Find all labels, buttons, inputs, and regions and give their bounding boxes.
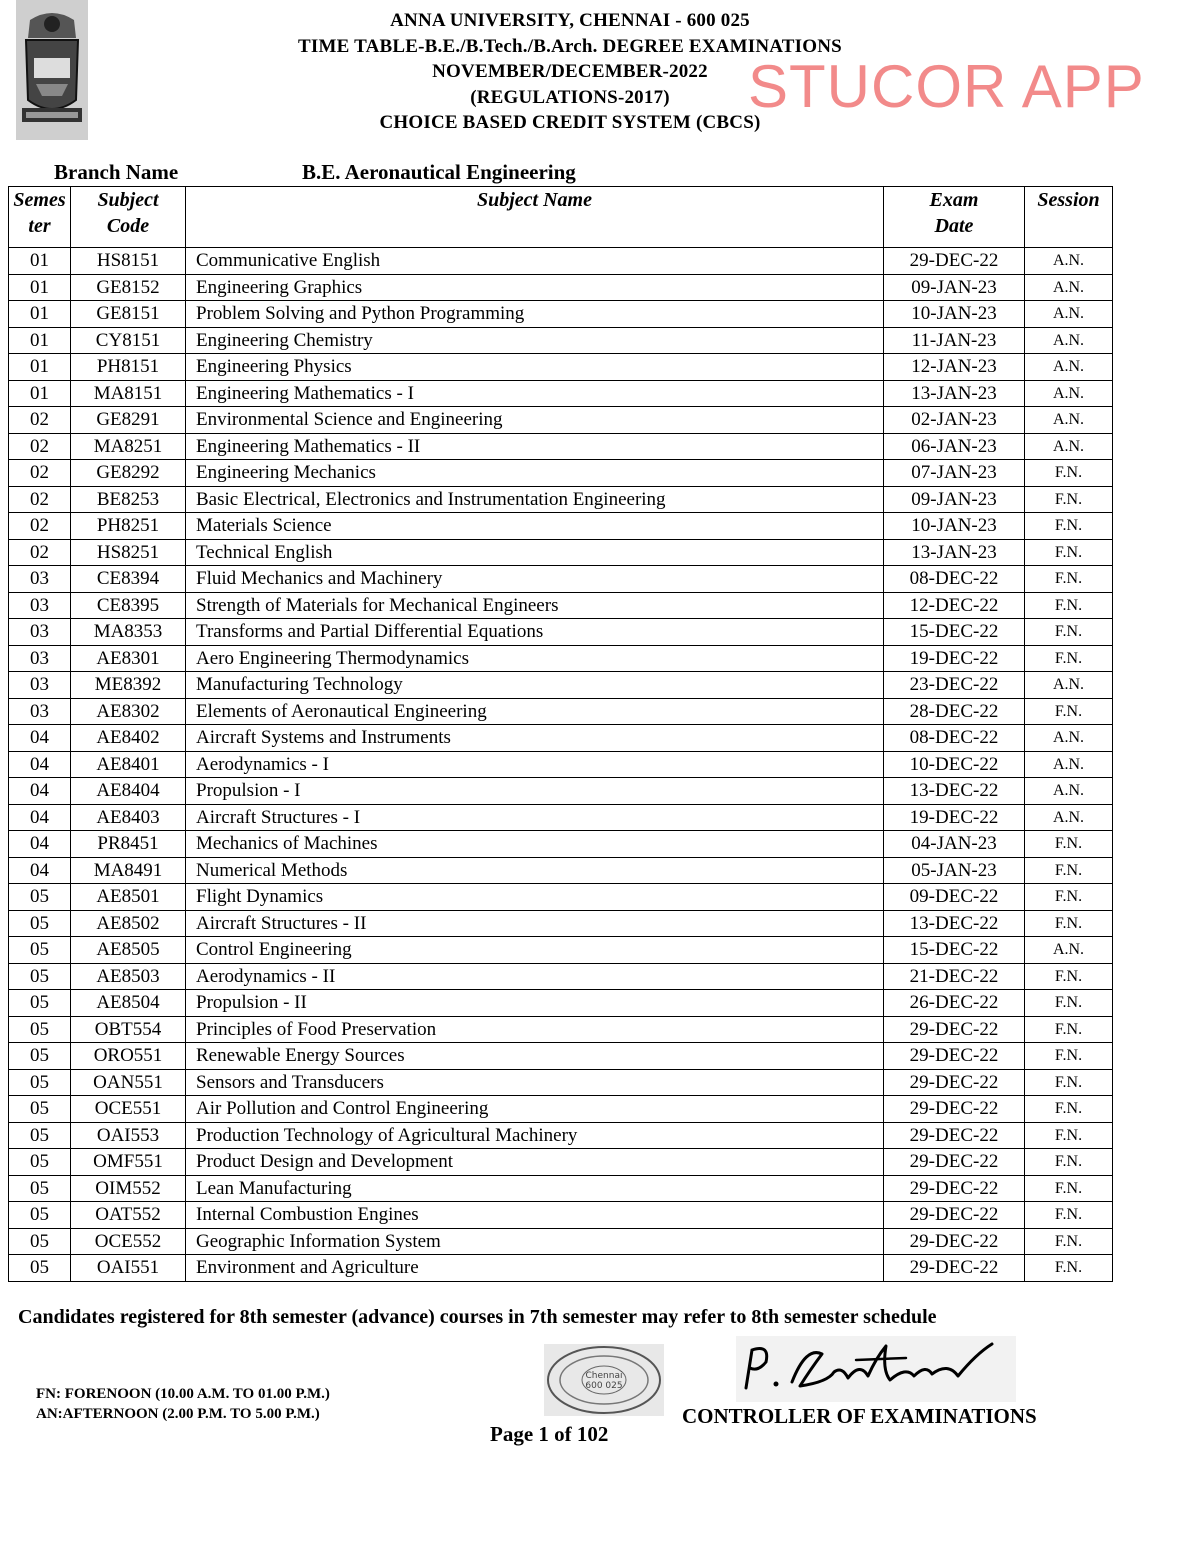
cell-exam-date: 09-JAN-23 <box>884 486 1025 513</box>
cell-subject-name: Control Engineering <box>186 937 884 964</box>
table-row <box>9 513 1113 540</box>
cell-semester: 01 <box>9 301 71 328</box>
cell-subject-code: MA8151 <box>71 380 186 407</box>
cell-session: A.N. <box>1025 433 1113 460</box>
cell-session: F.N. <box>1025 884 1113 911</box>
table-row <box>9 645 1113 672</box>
table-row <box>9 725 1113 752</box>
regulations: (REGULATIONS-2017) <box>470 87 670 108</box>
cell-semester: 05 <box>9 1096 71 1123</box>
header-subject-name: Subject Name <box>186 187 884 248</box>
cell-exam-date: 29-DEC-22 <box>884 1096 1025 1123</box>
cell-exam-date: 09-JAN-23 <box>884 274 1025 301</box>
table-row <box>9 327 1113 354</box>
table-row <box>9 1175 1113 1202</box>
cell-semester: 05 <box>9 1043 71 1070</box>
cell-exam-date: 28-DEC-22 <box>884 698 1025 725</box>
header-subject-code: Subject Code <box>71 187 186 248</box>
cell-semester: 04 <box>9 778 71 805</box>
cell-exam-date: 26-DEC-22 <box>884 990 1025 1017</box>
cell-exam-date: 13-DEC-22 <box>884 778 1025 805</box>
cell-exam-date: 07-JAN-23 <box>884 460 1025 487</box>
table-row <box>9 1202 1113 1229</box>
cell-subject-name: Engineering Mathematics - II <box>186 433 884 460</box>
controller-title: CONTROLLER OF EXAMINATIONS <box>682 1404 1037 1428</box>
cell-exam-date: 29-DEC-22 <box>884 1202 1025 1229</box>
cell-semester: 03 <box>9 645 71 672</box>
cell-subject-name: Strength of Materials for Mechanical Engineers <box>186 592 884 619</box>
cell-subject-name: Internal Combustion Engines <box>186 1202 884 1229</box>
cell-exam-date: 19-DEC-22 <box>884 645 1025 672</box>
cell-session: F.N. <box>1025 513 1113 540</box>
cell-exam-date: 02-JAN-23 <box>884 407 1025 434</box>
cell-subject-code: OCE551 <box>71 1096 186 1123</box>
cell-subject-code: ORO551 <box>71 1043 186 1070</box>
cell-exam-date: 23-DEC-22 <box>884 672 1025 699</box>
cell-semester: 03 <box>9 592 71 619</box>
cell-exam-date: 12-DEC-22 <box>884 592 1025 619</box>
cell-session: A.N. <box>1025 804 1113 831</box>
cell-subject-name: Geographic Information System <box>186 1228 884 1255</box>
cell-subject-code: MA8491 <box>71 857 186 884</box>
cell-semester: 05 <box>9 1122 71 1149</box>
cell-semester: 04 <box>9 725 71 752</box>
cell-semester: 05 <box>9 1069 71 1096</box>
cell-semester: 02 <box>9 407 71 434</box>
cell-exam-date: 10-JAN-23 <box>884 301 1025 328</box>
cell-subject-code: OIM552 <box>71 1175 186 1202</box>
table-row <box>9 1122 1113 1149</box>
university-name: ANNA UNIVERSITY, CHENNAI - 600 025 <box>390 10 750 31</box>
cell-semester: 03 <box>9 619 71 646</box>
cell-exam-date: 05-JAN-23 <box>884 857 1025 884</box>
cell-subject-name: Aerodynamics - I <box>186 751 884 778</box>
cell-session: A.N. <box>1025 751 1113 778</box>
cell-session: A.N. <box>1025 380 1113 407</box>
anna-university-logo <box>16 0 88 140</box>
cell-session: A.N. <box>1025 725 1113 752</box>
cell-session: F.N. <box>1025 1016 1113 1043</box>
cell-subject-name: Lean Manufacturing <box>186 1175 884 1202</box>
cell-semester: 05 <box>9 1228 71 1255</box>
cell-exam-date: 10-DEC-22 <box>884 751 1025 778</box>
header-semester: Semes ter <box>9 187 71 248</box>
credit-system: CHOICE BASED CREDIT SYSTEM (CBCS) <box>379 112 761 133</box>
cell-semester: 02 <box>9 486 71 513</box>
cell-subject-name: Sensors and Transducers <box>186 1069 884 1096</box>
cell-session: F.N. <box>1025 566 1113 593</box>
cell-subject-name: Propulsion - II <box>186 990 884 1017</box>
cell-subject-code: OAT552 <box>71 1202 186 1229</box>
cell-exam-date: 09-DEC-22 <box>884 884 1025 911</box>
cell-subject-code: AE8505 <box>71 937 186 964</box>
cell-subject-code: AE8302 <box>71 698 186 725</box>
cell-subject-name: Materials Science <box>186 513 884 540</box>
cell-exam-date: 29-DEC-22 <box>884 1122 1025 1149</box>
cell-subject-name: Transforms and Partial Differential Equations <box>186 619 884 646</box>
table-row <box>9 592 1113 619</box>
table-row <box>9 1228 1113 1255</box>
exam-schedule-table <box>8 186 1113 1282</box>
cell-exam-date: 29-DEC-22 <box>884 1043 1025 1070</box>
cell-session: F.N. <box>1025 963 1113 990</box>
table-row <box>9 751 1113 778</box>
cell-subject-code: GE8152 <box>71 274 186 301</box>
table-row <box>9 407 1113 434</box>
cell-subject-name: Principles of Food Preservation <box>186 1016 884 1043</box>
cell-session: F.N. <box>1025 831 1113 858</box>
cell-subject-code: OCE552 <box>71 1228 186 1255</box>
advance-courses-note: Candidates registered for 8th semester (advance) courses in 7th semester may refer to 8th semester schedule <box>18 1306 937 1328</box>
table-row <box>9 354 1113 381</box>
cell-semester: 01 <box>9 380 71 407</box>
cell-semester: 05 <box>9 1255 71 1282</box>
cell-subject-name: Basic Electrical, Electronics and Instrumentation Engineering <box>186 486 884 513</box>
cell-semester: 05 <box>9 910 71 937</box>
table-row <box>9 698 1113 725</box>
cell-subject-name: Communicative English <box>186 248 884 275</box>
cell-semester: 05 <box>9 1149 71 1176</box>
cell-subject-code: AE8401 <box>71 751 186 778</box>
cell-semester: 01 <box>9 248 71 275</box>
header-session: Session <box>1025 187 1113 248</box>
table-row <box>9 460 1113 487</box>
cell-exam-date: 12-JAN-23 <box>884 354 1025 381</box>
cell-session: F.N. <box>1025 1122 1113 1149</box>
cell-subject-name: Mechanics of Machines <box>186 831 884 858</box>
table-row <box>9 274 1113 301</box>
table-row <box>9 433 1113 460</box>
cell-subject-code: AE8501 <box>71 884 186 911</box>
cell-subject-name: Engineering Mechanics <box>186 460 884 487</box>
afternoon-legend: AN:AFTERNOON (2.00 P.M. TO 5.00 P.M.) <box>36 1406 320 1422</box>
table-row <box>9 884 1113 911</box>
cell-session: F.N. <box>1025 1043 1113 1070</box>
cell-semester: 05 <box>9 963 71 990</box>
cell-exam-date: 08-DEC-22 <box>884 566 1025 593</box>
cell-semester: 05 <box>9 884 71 911</box>
cell-exam-date: 29-DEC-22 <box>884 1016 1025 1043</box>
cell-semester: 05 <box>9 937 71 964</box>
cell-session: F.N. <box>1025 592 1113 619</box>
cell-semester: 05 <box>9 990 71 1017</box>
cell-exam-date: 13-JAN-23 <box>884 539 1025 566</box>
cell-subject-name: Production Technology of Agricultural Machinery <box>186 1122 884 1149</box>
cell-session: F.N. <box>1025 645 1113 672</box>
cell-session: A.N. <box>1025 778 1113 805</box>
cell-subject-code: GE8151 <box>71 301 186 328</box>
cell-semester: 04 <box>9 804 71 831</box>
cell-semester: 03 <box>9 698 71 725</box>
cell-exam-date: 06-JAN-23 <box>884 433 1025 460</box>
table-row <box>9 301 1113 328</box>
cell-exam-date: 13-JAN-23 <box>884 380 1025 407</box>
cell-session: F.N. <box>1025 1202 1113 1229</box>
cell-subject-code: AE8301 <box>71 645 186 672</box>
cell-subject-code: OAI551 <box>71 1255 186 1282</box>
branch-value: B.E. Aeronautical Engineering <box>302 160 576 184</box>
cell-exam-date: 19-DEC-22 <box>884 804 1025 831</box>
cell-subject-code: PR8451 <box>71 831 186 858</box>
table-row <box>9 910 1113 937</box>
cell-session: F.N. <box>1025 698 1113 725</box>
cell-session: A.N. <box>1025 354 1113 381</box>
cell-exam-date: 11-JAN-23 <box>884 327 1025 354</box>
cell-subject-name: Engineering Chemistry <box>186 327 884 354</box>
cell-subject-name: Renewable Energy Sources <box>186 1043 884 1070</box>
cell-subject-name: Propulsion - I <box>186 778 884 805</box>
cell-exam-date: 29-DEC-22 <box>884 248 1025 275</box>
cell-subject-code: PH8251 <box>71 513 186 540</box>
cell-semester: 02 <box>9 539 71 566</box>
cell-subject-name: Elements of Aeronautical Engineering <box>186 698 884 725</box>
cell-subject-code: MA8251 <box>71 433 186 460</box>
cell-semester: 03 <box>9 566 71 593</box>
cell-subject-code: PH8151 <box>71 354 186 381</box>
cell-exam-date: 29-DEC-22 <box>884 1175 1025 1202</box>
cell-subject-code: AE8404 <box>71 778 186 805</box>
cell-session: A.N. <box>1025 301 1113 328</box>
cell-subject-name: Flight Dynamics <box>186 884 884 911</box>
cell-subject-code: OMF551 <box>71 1149 186 1176</box>
cell-session: F.N. <box>1025 1255 1113 1282</box>
cell-subject-code: CE8394 <box>71 566 186 593</box>
cell-subject-name: Aerodynamics - II <box>186 963 884 990</box>
cell-session: F.N. <box>1025 539 1113 566</box>
table-row <box>9 804 1113 831</box>
cell-session: F.N. <box>1025 857 1113 884</box>
cell-subject-code: AE8402 <box>71 725 186 752</box>
cell-subject-code: HS8151 <box>71 248 186 275</box>
cell-subject-name: Numerical Methods <box>186 857 884 884</box>
cell-session: A.N. <box>1025 672 1113 699</box>
cell-exam-date: 13-DEC-22 <box>884 910 1025 937</box>
cell-exam-date: 29-DEC-22 <box>884 1069 1025 1096</box>
cell-subject-name: Environment and Agriculture <box>186 1255 884 1282</box>
cell-subject-code: HS8251 <box>71 539 186 566</box>
table-row <box>9 672 1113 699</box>
table-row <box>9 1096 1113 1123</box>
svg-text:600 025: 600 025 <box>585 1381 623 1391</box>
cell-session: F.N. <box>1025 1228 1113 1255</box>
cell-semester: 04 <box>9 831 71 858</box>
watermark: STUCOR APP <box>748 53 1145 120</box>
cell-exam-date: 29-DEC-22 <box>884 1255 1025 1282</box>
cell-session: A.N. <box>1025 937 1113 964</box>
cell-subject-name: Aero Engineering Thermodynamics <box>186 645 884 672</box>
table-row <box>9 539 1113 566</box>
cell-subject-code: OAI553 <box>71 1122 186 1149</box>
cell-subject-name: Engineering Graphics <box>186 274 884 301</box>
page-number: Page 1 of 102 <box>490 1422 609 1446</box>
cell-subject-code: ME8392 <box>71 672 186 699</box>
cell-semester: 01 <box>9 274 71 301</box>
cell-subject-code: MA8353 <box>71 619 186 646</box>
cell-subject-code: AE8502 <box>71 910 186 937</box>
cell-subject-code: CY8151 <box>71 327 186 354</box>
cell-subject-name: Engineering Mathematics - I <box>186 380 884 407</box>
table-row <box>9 566 1113 593</box>
cell-session: F.N. <box>1025 460 1113 487</box>
cell-semester: 04 <box>9 751 71 778</box>
cell-subject-code: CE8395 <box>71 592 186 619</box>
cell-semester: 02 <box>9 513 71 540</box>
cell-semester: 01 <box>9 354 71 381</box>
cell-exam-date: 08-DEC-22 <box>884 725 1025 752</box>
cell-subject-code: AE8403 <box>71 804 186 831</box>
cell-session: F.N. <box>1025 1069 1113 1096</box>
cell-session: F.N. <box>1025 486 1113 513</box>
cell-subject-name: Technical English <box>186 539 884 566</box>
table-row <box>9 1016 1113 1043</box>
cell-semester: 03 <box>9 672 71 699</box>
cell-subject-code: GE8292 <box>71 460 186 487</box>
cell-subject-name: Air Pollution and Control Engineering <box>186 1096 884 1123</box>
cell-session: F.N. <box>1025 990 1113 1017</box>
cell-subject-name: Problem Solving and Python Programming <box>186 301 884 328</box>
table-row <box>9 619 1113 646</box>
cell-subject-name: Aircraft Structures - I <box>186 804 884 831</box>
cell-subject-code: BE8253 <box>71 486 186 513</box>
table-row <box>9 990 1113 1017</box>
table-row <box>9 778 1113 805</box>
cell-subject-name: Engineering Physics <box>186 354 884 381</box>
cell-session: A.N. <box>1025 248 1113 275</box>
branch-label: Branch Name <box>54 160 179 184</box>
svg-text:Chennai: Chennai <box>585 1371 623 1381</box>
cell-semester: 05 <box>9 1175 71 1202</box>
exam-title: TIME TABLE-B.E./B.Tech./B.Arch. DEGREE EXAMINATIONS <box>298 36 842 57</box>
cell-subject-name: Aircraft Structures - II <box>186 910 884 937</box>
official-seal <box>544 1344 664 1416</box>
controller-signature <box>736 1336 1016 1402</box>
cell-subject-name: Environmental Science and Engineering <box>186 407 884 434</box>
table-row <box>9 937 1113 964</box>
table-row <box>9 1069 1113 1096</box>
table-row <box>9 248 1113 275</box>
table-row <box>9 1149 1113 1176</box>
cell-exam-date: 10-JAN-23 <box>884 513 1025 540</box>
table-row <box>9 1043 1113 1070</box>
cell-semester: 02 <box>9 460 71 487</box>
cell-exam-date: 29-DEC-22 <box>884 1149 1025 1176</box>
cell-subject-name: Product Design and Development <box>186 1149 884 1176</box>
cell-subject-code: AE8504 <box>71 990 186 1017</box>
cell-session: F.N. <box>1025 910 1113 937</box>
cell-subject-code: OBT554 <box>71 1016 186 1043</box>
table-row <box>9 963 1113 990</box>
exam-session-period: NOVEMBER/DECEMBER-2022 <box>432 61 708 82</box>
cell-semester: 05 <box>9 1202 71 1229</box>
cell-session: F.N. <box>1025 619 1113 646</box>
cell-subject-code: OAN551 <box>71 1069 186 1096</box>
table-row <box>9 486 1113 513</box>
forenoon-legend: FN: FORENOON (10.00 A.M. TO 01.00 P.M.) <box>36 1386 330 1402</box>
cell-exam-date: 15-DEC-22 <box>884 937 1025 964</box>
cell-subject-code: AE8503 <box>71 963 186 990</box>
header-exam-date: Exam Date <box>884 187 1025 248</box>
cell-session: F.N. <box>1025 1175 1113 1202</box>
table-row <box>9 857 1113 884</box>
cell-exam-date: 21-DEC-22 <box>884 963 1025 990</box>
cell-semester: 02 <box>9 433 71 460</box>
cell-subject-name: Aircraft Systems and Instruments <box>186 725 884 752</box>
table-row <box>9 380 1113 407</box>
table-row <box>9 1255 1113 1282</box>
cell-semester: 01 <box>9 327 71 354</box>
cell-session: A.N. <box>1025 274 1113 301</box>
cell-exam-date: 04-JAN-23 <box>884 831 1025 858</box>
cell-exam-date: 15-DEC-22 <box>884 619 1025 646</box>
cell-semester: 05 <box>9 1016 71 1043</box>
cell-session: A.N. <box>1025 327 1113 354</box>
cell-session: F.N. <box>1025 1149 1113 1176</box>
cell-subject-name: Manufacturing Technology <box>186 672 884 699</box>
cell-exam-date: 29-DEC-22 <box>884 1228 1025 1255</box>
cell-subject-name: Fluid Mechanics and Machinery <box>186 566 884 593</box>
cell-subject-code: GE8291 <box>71 407 186 434</box>
cell-semester: 04 <box>9 857 71 884</box>
table-row <box>9 831 1113 858</box>
table-header-row <box>9 187 1113 248</box>
cell-session: F.N. <box>1025 1096 1113 1123</box>
cell-session: A.N. <box>1025 407 1113 434</box>
